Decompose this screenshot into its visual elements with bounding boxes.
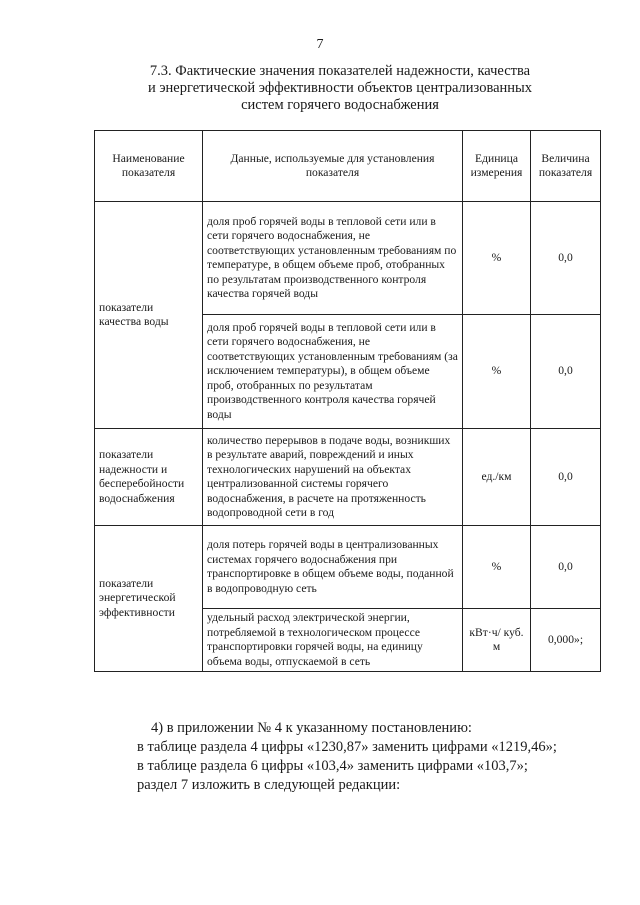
row-value: 0,0 bbox=[531, 526, 601, 609]
group-name-reliability: показатели надежности и бесперебойности водоснабжения bbox=[95, 429, 203, 526]
row-data: доля потерь горячей воды в централизованных системах горячего водоснабжения при транспортировке в общем объеме воды, поданной в водопроводную сеть bbox=[203, 526, 463, 609]
table-header-row bbox=[95, 131, 601, 202]
section-title bbox=[110, 63, 570, 114]
header-unit: Единица измерения bbox=[463, 131, 531, 202]
row-value: 0,000»; bbox=[531, 609, 601, 672]
group-name-water-quality: показатели качества воды bbox=[95, 202, 203, 429]
title-line: 7.3. Фактические значения показателей надежности, качества bbox=[149, 63, 531, 79]
title-line: систем горячего водоснабжения bbox=[241, 97, 439, 113]
body-text bbox=[137, 719, 557, 795]
body-line: в таблице раздела 6 цифры «103,4» заменить цифрами «103,7»; bbox=[137, 758, 528, 774]
row-unit: % bbox=[463, 526, 531, 609]
header-data-used: Данные, используемые для установления показателя bbox=[203, 131, 463, 202]
row-value: 0,0 bbox=[531, 315, 601, 429]
indicators-table bbox=[94, 130, 601, 672]
row-unit: кВт·ч/ куб. м bbox=[463, 609, 531, 672]
row-data: удельный расход электрической энергии, потребляемой в технологическом процессе транспортировки горячей воды, на единицу объема воды, отпускаемой в сеть bbox=[203, 609, 463, 672]
group-name-energy-efficiency: показатели энергетической эффективности bbox=[95, 526, 203, 672]
row-unit: % bbox=[463, 315, 531, 429]
row-unit: ед./км bbox=[463, 429, 531, 526]
table-row bbox=[95, 526, 601, 609]
row-value: 0,0 bbox=[531, 429, 601, 526]
body-line: в таблице раздела 4 цифры «1230,87» заменить цифрами «1219,46»; bbox=[137, 739, 557, 755]
row-value: 0,0 bbox=[531, 202, 601, 315]
body-line: 4) в приложении № 4 к указанному постановлению: bbox=[151, 720, 472, 736]
row-data: доля проб горячей воды в тепловой сети или в сети горячего водоснабжения, не соответствующих установленным требованиям по температуре, в общем объеме проб, отобранных по результатам производственного контроля качества горячей воды bbox=[203, 202, 463, 315]
header-value: Величина показателя bbox=[531, 131, 601, 202]
table-row bbox=[95, 202, 601, 315]
table-row bbox=[95, 429, 601, 526]
title-line: и энергетической эффективности объектов централизованных bbox=[147, 80, 533, 96]
header-indicator-name: Наименование показателя bbox=[95, 131, 203, 202]
row-data: количество перерывов в подаче воды, возникших в результате аварий, повреждений и иных технологических нарушений на объектах централизованной системы горячего водоснабжения, в расчете на протяженность водопроводной сети в год bbox=[203, 429, 463, 526]
row-data: доля проб горячей воды в тепловой сети или в сети горячего водоснабжения, не соответствующих установленным требованиям (за исключением температуры), в общем объеме проб, отобранных по результатам производственного контроля качества горячей воды bbox=[203, 315, 463, 429]
page-number: 7 bbox=[316, 37, 324, 52]
row-unit: % bbox=[463, 202, 531, 315]
body-line: раздел 7 изложить в следующей редакции: bbox=[137, 777, 401, 793]
